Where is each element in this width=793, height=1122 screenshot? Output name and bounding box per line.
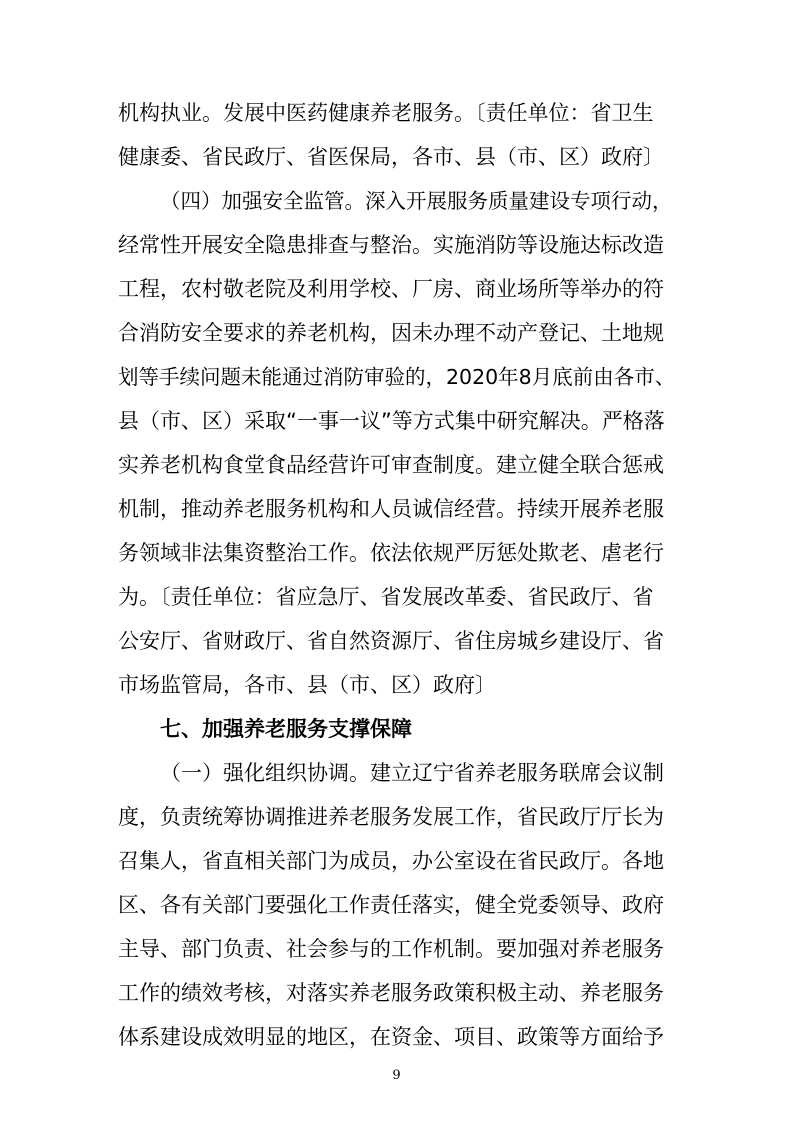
text-line-4: 经常性开展安全隐患排查与整治。实施消防等设施达标改造 <box>118 233 664 257</box>
text-line-18: 召集人，省直相关部门为成员，办公室设在省民政厅。各地 <box>118 849 664 873</box>
text-line-9: 实养老机构食堂食品经营许可审查制度。建立健全联合惩戒 <box>118 453 664 477</box>
text-line-11: 务领域非法集资整治工作。依法依规严厉惩处欺老、虐老行 <box>118 541 664 565</box>
text-line-16: （一）强化组织协调。建立辽宁省养老服务联席会议制 <box>160 761 664 785</box>
text-line-3: （四）加强安全监管。深入开展服务质量建设专项行动， <box>160 189 673 213</box>
text-line-7: 划等手续问题未能通过消防审验的，2020年8月底前由各市、 <box>118 365 676 389</box>
text-line-20: 主导、部门负责、社会参与的工作机制。要加强对养老服务 <box>118 937 664 961</box>
text-line-22: 体系建设成效明显的地区，在资金、项目、政策等方面给予 <box>118 1025 664 1049</box>
text-line-6: 合消防安全要求的养老机构，因未办理不动产登记、土地规 <box>118 321 664 345</box>
page-number: 9 <box>392 1068 401 1083</box>
text-line-10: 机制，推动养老服务机构和人员诚信经营。持续开展养老服 <box>118 497 664 521</box>
text-line-2: 健康委、省民政厅、省医保局，各市、县（市、区）政府〕 <box>118 145 664 169</box>
section-heading: 七、加强养老服务支撑保障 <box>160 717 412 741</box>
text-line-14: 市场监管局，各市、县（市、区）政府〕 <box>118 673 496 697</box>
text-line-5: 工程，农村敬老院及利用学校、厂房、商业场所等举办的符 <box>118 277 664 301</box>
text-line-8: 县（市、区）采取“一事一议”等方式集中研究解决。严格落 <box>118 409 665 433</box>
text-line-21: 工作的绩效考核，对落实养老服务政策积极主动、养老服务 <box>118 981 664 1005</box>
text-line-13: 公安厅、省财政厅、省自然资源厅、省住房城乡建设厅、省 <box>118 629 664 653</box>
text-line-19: 区、各有关部门要强化工作责任落实，健全党委领导、政府 <box>118 893 664 917</box>
text-line-17: 度，负责统筹协调推进养老服务发展工作，省民政厅厅长为 <box>118 805 664 829</box>
text-line-1: 机构执业。发展中医药健康养老服务。〔责任单位：省卫生 <box>118 101 654 125</box>
text-line-12: 为。〔责任单位：省应急厅、省发展改革委、省民政厅、省 <box>118 585 654 609</box>
